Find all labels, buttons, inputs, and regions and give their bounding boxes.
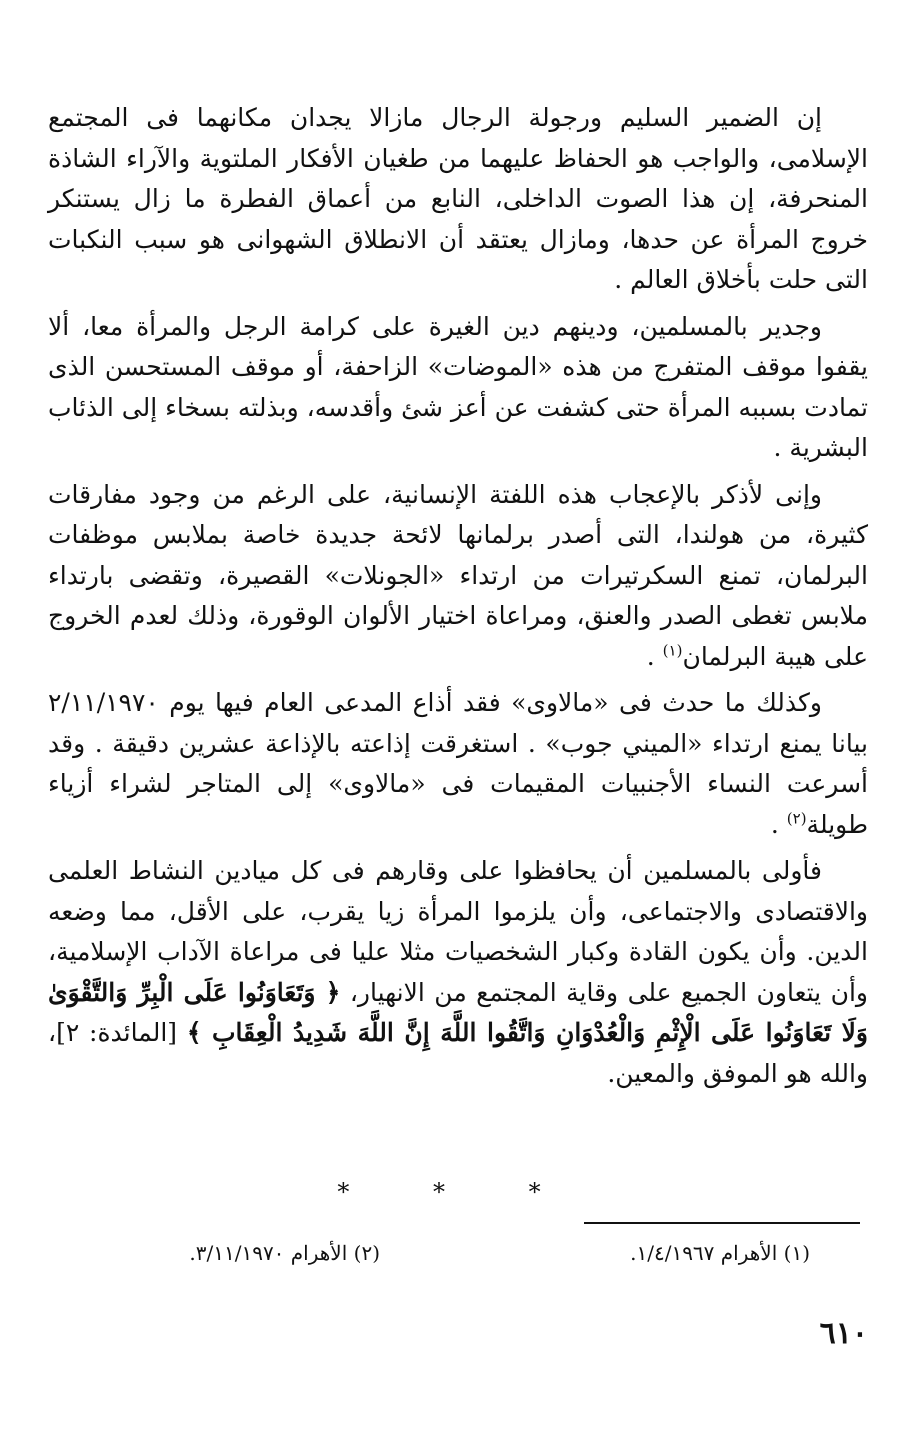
paragraph-4-tail: . bbox=[770, 809, 779, 839]
footnote-ref-2: (٢) bbox=[786, 809, 807, 828]
paragraph-3-tail: . bbox=[646, 641, 655, 671]
section-separator: * * * bbox=[337, 1178, 579, 1206]
footnote-ref-1: (١) bbox=[662, 641, 683, 660]
footnote-2: (٢) الأهرام ٣/١١/١٩٧٠. bbox=[189, 1241, 380, 1265]
footnote-divider bbox=[584, 1222, 860, 1224]
paragraph-4-text: وكذلك ما حدث فى «مالاوى» فقد أذاع المدعى العام فيها يوم ٢/١١/١٩٧٠ بيانا يمنع ارتداء «الميني جوب» . استغرقت إذاعته بالإذاعة عشرين دقيقة . وقد أسرعت النساء الأجنبيات المقيمات فى «مالاوى» إلى المتاجر لشراء أزياء طويلة bbox=[48, 688, 868, 839]
paragraph-2 bbox=[48, 307, 868, 469]
document-body bbox=[48, 98, 868, 1100]
paragraph-3-text: وإنى لأذكر بالإعجاب هذه اللفتة الإنسانية، على الرغم من وجود مفارقات كثيرة، من هولندا، التى أصدر برلمانها لائحة جديدة خاصة بملابس موظفات البرلمان، تمنع السكرتيرات من ارتداء «الجونلات» القصيرة، وتقضى بارتداء ملابس تغطى الصدر والعنق، ومراعاة اختيار الألوان الوقورة، وذلك لعدم الخروج على هيبة البرلمان bbox=[48, 479, 868, 671]
quran-citation: [المائدة: ٢]، والله هو الموفق والمعين. bbox=[48, 1018, 868, 1088]
paragraph-2-text: وجدير بالمسلمين، ودينهم دين الغيرة على كرامة الرجل والمرأة معا، ألا يقفوا موقف المتفرج من هذه «الموضات» الزاحفة، أو موقف المستحسن الذى تمادت بسببه المرأة حتى كشفت عن أعز شئ وأقدسه، وبذلته بسخاء إلى الذئاب البشرية . bbox=[48, 311, 868, 462]
page-number: ٦١٠ bbox=[819, 1316, 868, 1351]
paragraph-5-text: فأولى بالمسلمين أن يحافظوا على وقارهم فى كل ميادين النشاط العلمى والاقتصادى والاجتماعى، وأن يلزموا المرأة زيا يقرب، على الأقل، مما وضعه الدين. وأن يكون القادة وكبار الشخصيات مثلا عليا فى مراعاة الآداب الإسلامية، وأن يتعاون الجميع على وقاية المجتمع من الانهيار، bbox=[48, 856, 868, 1007]
paragraph-5 bbox=[48, 851, 868, 1094]
quran-verse: ﴿ وَتَعَاوَنُوا عَلَى الْبِرِّ وَالتَّقْوَىٰ وَلَا تَعَاوَنُوا عَلَى الْإِثْمِ وَالْعُدْوَانِ وَاتَّقُوا اللَّهَ إِنَّ اللَّهَ شَدِيدُ الْعِقَابِ ﴾ bbox=[48, 977, 869, 1047]
footnote-1: (١) الأهرام ١/٤/١٩٦٧. bbox=[630, 1241, 810, 1265]
paragraph-3 bbox=[48, 475, 868, 678]
paragraph-1 bbox=[48, 98, 868, 301]
paragraph-1-text: إن الضمير السليم ورجولة الرجال مازالا يجدان مكانهما فى المجتمع الإسلامى، والواجب هو الحفاظ عليهما من طغيان الأفكار الملتوية والآراء الشاذة المنحرفة، إن هذا الصوت الداخلى، النابع من أعماق الفطرة ما زال يستنكر خروج المرأة عن حدها، ومازال يعتقد أن الانطلاق الشهوانى هو سبب النكبات التى حلت بأخلاق العالم . bbox=[48, 103, 868, 294]
paragraph-4 bbox=[48, 683, 868, 845]
